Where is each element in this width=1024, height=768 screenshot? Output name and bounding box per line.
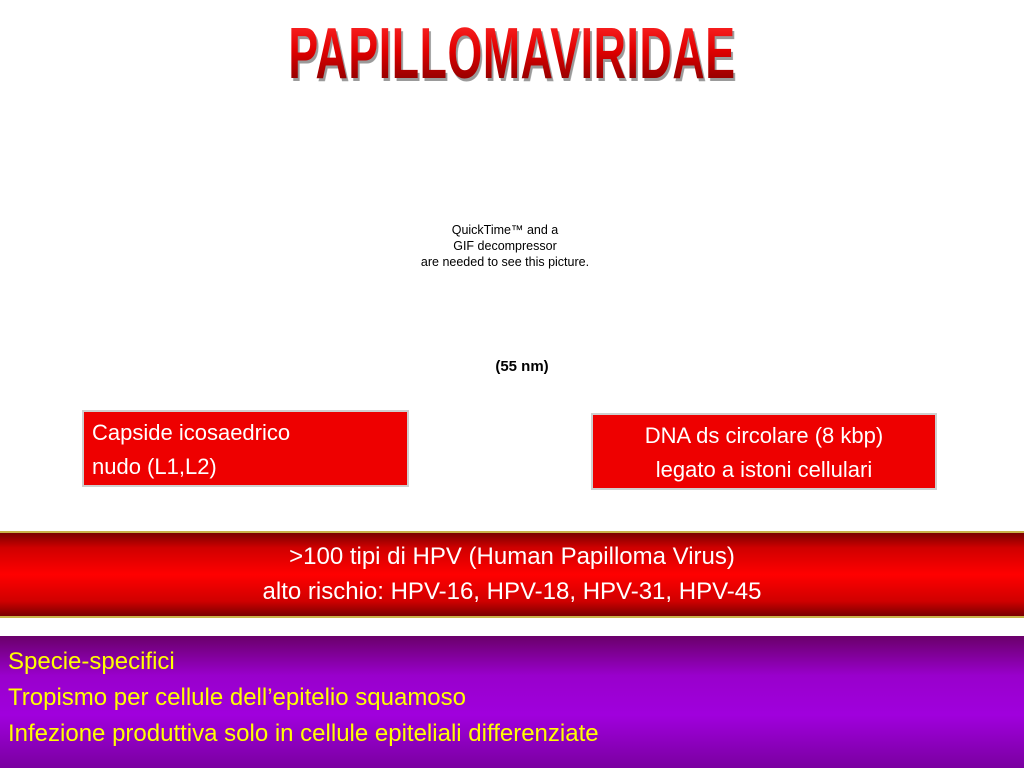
hpv-banner-line-2: alto rischio: HPV-16, HPV-18, HPV-31, HPV-45 [262, 578, 762, 605]
capsid-info-box [82, 410, 409, 487]
property-item: Specie-specifici [8, 648, 175, 675]
capsid-line-2: nudo (L1,L2) [92, 454, 217, 479]
placeholder-line-3: are needed to see this picture. [420, 255, 590, 269]
placeholder-line-2: GIF decompressor [453, 239, 557, 253]
capsid-line-1: Capside icosaedrico [92, 420, 291, 445]
properties-panel [0, 636, 1024, 768]
hpv-banner-line-1: >100 tipi di HPV (Human Papilloma Virus) [289, 543, 735, 570]
placeholder-line-1: QuickTime™ and a [451, 223, 559, 237]
genome-line-2: legato a istoni cellulari [655, 457, 873, 482]
slide-title: PAPILLOMAVIRIDAE [195, 18, 830, 90]
genome-line-1: DNA ds circolare (8 kbp) [644, 423, 884, 448]
hpv-types-banner [0, 531, 1024, 618]
genome-info-box [591, 413, 937, 490]
property-item: Tropismo per cellule dell’epitelio squamoso [8, 684, 467, 711]
property-item: Infezione produttiva solo in cellule epiteliali differenziate [8, 720, 599, 747]
virion-size-label: (55 nm) [495, 358, 549, 375]
quicktime-image-placeholder [350, 222, 660, 270]
